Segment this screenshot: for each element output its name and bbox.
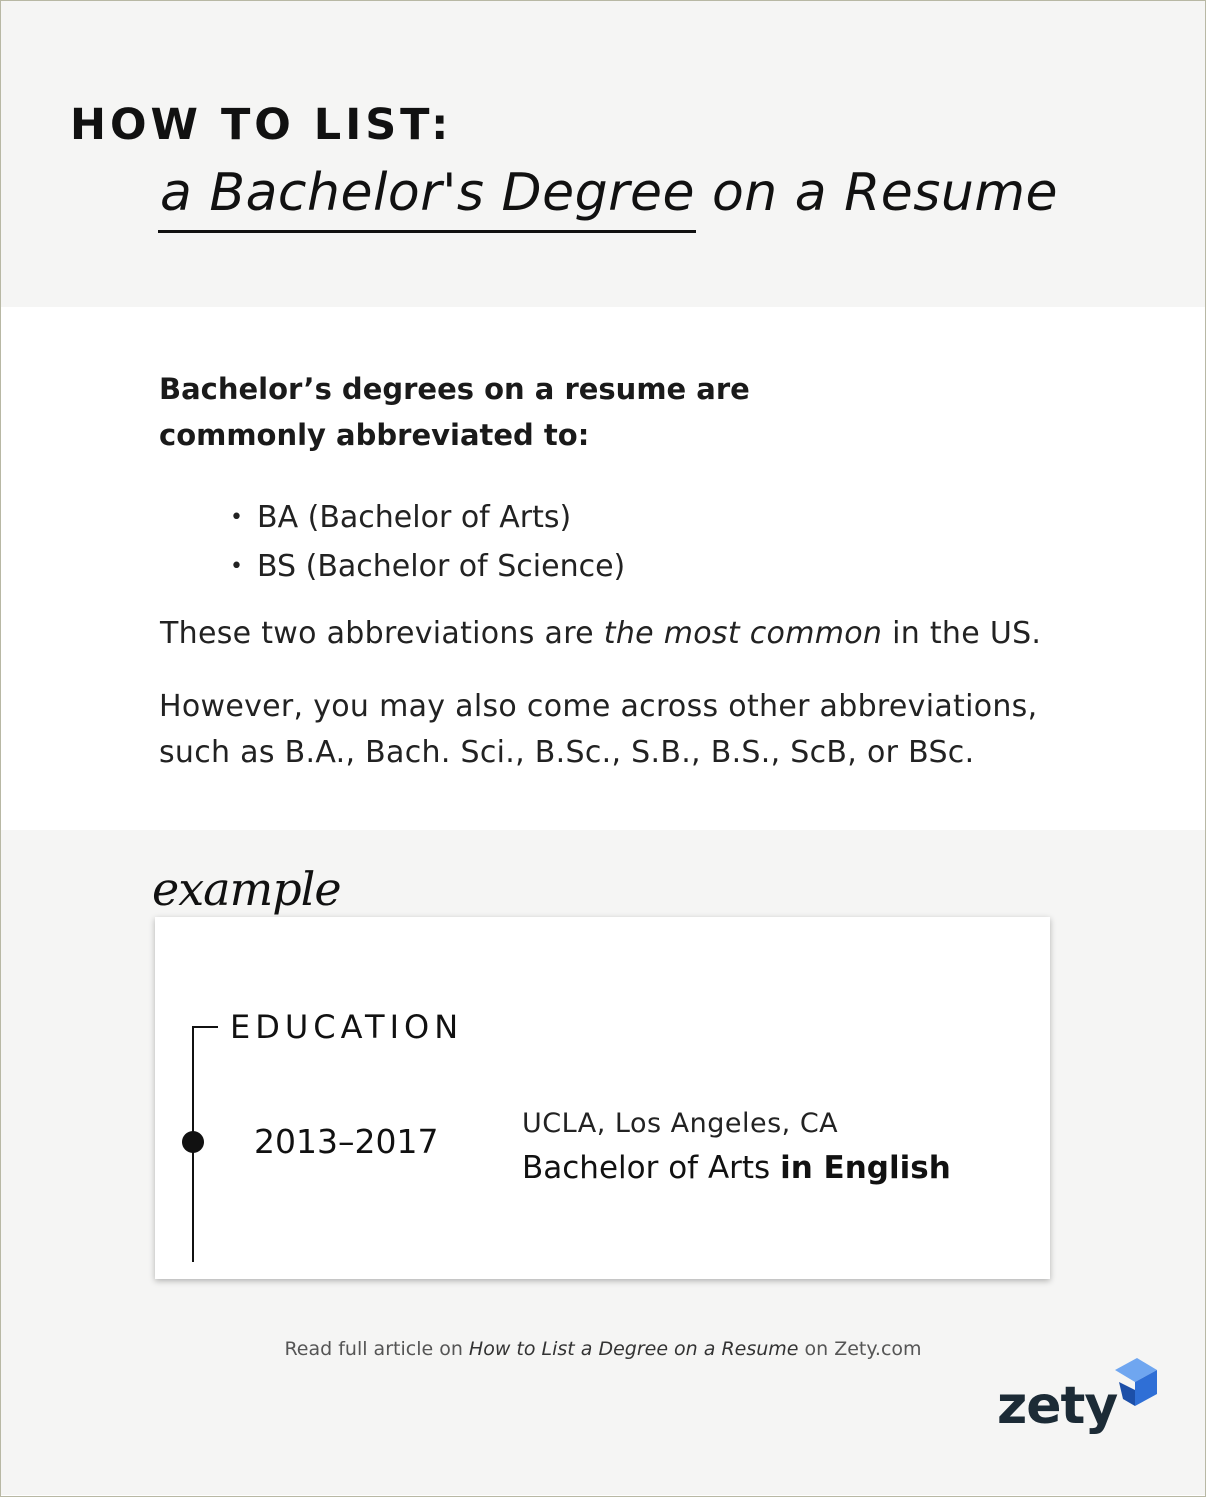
other-note-line-1: However, you may also come across other abbreviations,: [159, 689, 1038, 724]
intro-text: [159, 366, 799, 458]
intro-line-1: Bachelor’s degrees on a resume are: [159, 372, 750, 406]
education-heading: EDUCATION: [230, 1008, 464, 1046]
page-kicker: HOW TO LIST:: [70, 100, 453, 150]
intro-line-2: commonly abbreviated to:: [159, 418, 590, 452]
footer-article-link[interactable]: How to List a Degree on a Resume: [468, 1338, 799, 1360]
common-note-after: in the US.: [882, 616, 1042, 651]
list-item: • BS (Bachelor of Science): [230, 544, 625, 593]
degree-bold: in English: [780, 1150, 951, 1186]
education-school: UCLA, Los Angeles, CA: [522, 1108, 839, 1139]
header-band: [1, 1, 1205, 307]
title-rest: on a Resume: [694, 163, 1058, 223]
zety-logo[interactable]: [997, 1354, 1162, 1444]
timeline-dot: [182, 1131, 204, 1153]
footer-after: on Zety.com: [798, 1338, 922, 1360]
logo-cube-icon: [1115, 1356, 1159, 1418]
title-underlined-part: a Bachelor's Degree: [160, 163, 695, 223]
education-degree: [522, 1150, 951, 1186]
logo-text: zety: [997, 1376, 1118, 1436]
common-note: [160, 616, 1041, 651]
other-note-line-2: such as B.A., Bach. Sci., B.Sc., S.B., B.S., ScB, or BSc.: [159, 735, 975, 770]
abbreviation-list: [230, 495, 625, 593]
page-title: [160, 163, 1058, 223]
other-abbreviations-note: [159, 684, 1119, 776]
education-years: 2013–2017: [254, 1122, 439, 1161]
title-underline: [158, 230, 696, 233]
example-card: [155, 917, 1050, 1279]
common-note-emphasis: the most common: [603, 616, 883, 651]
degree-plain: Bachelor of Arts: [522, 1150, 781, 1186]
example-label: example: [152, 862, 341, 916]
footer-before: Read full article on: [284, 1338, 469, 1360]
list-item: • BA (Bachelor of Arts): [230, 495, 625, 544]
common-note-before: These two abbreviations are: [160, 616, 604, 651]
timeline-tick: [192, 1026, 218, 1028]
